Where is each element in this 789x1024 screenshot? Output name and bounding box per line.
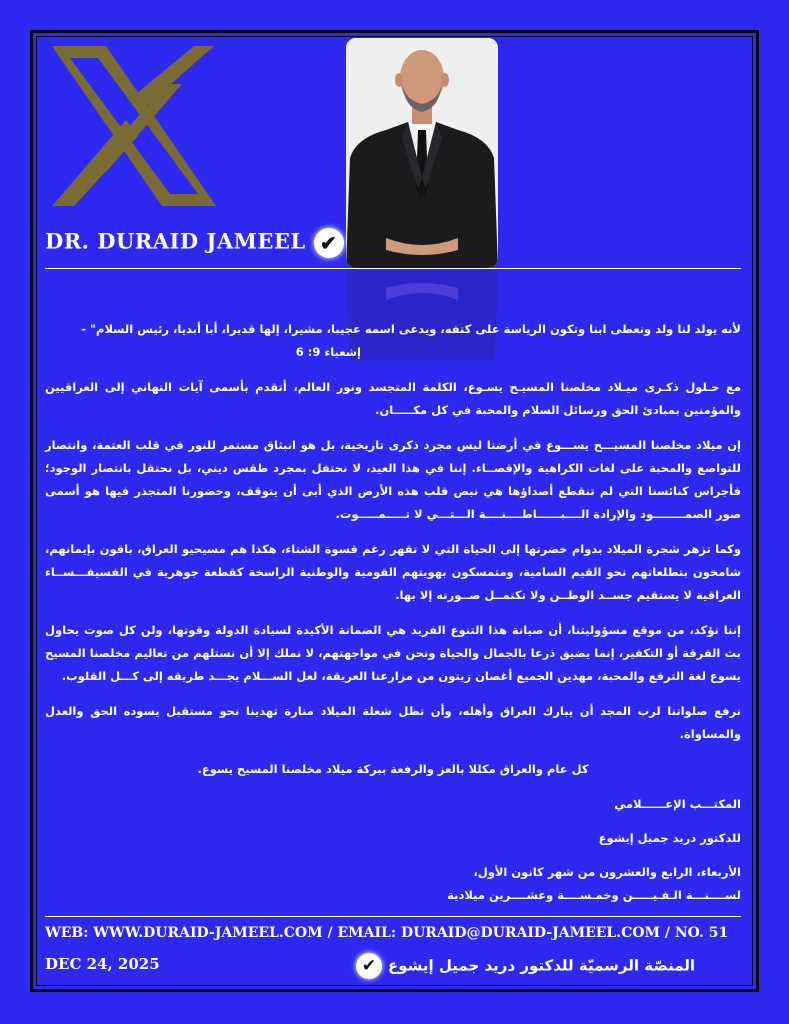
- footer-divider: [45, 916, 741, 917]
- signature-office: المكتـــب الإعــــــلامي: [614, 797, 741, 811]
- portrait-photo: [346, 38, 498, 268]
- quote-text: لأنه يولد لنا ولد ونعطى ابنا وتكون الرياسة على كتفه، ويدعى اسمه عجيبا، مشيرا، إلها قديرا، أبا أبديا، رئيس السلام" -: [81, 322, 741, 336]
- paragraph-3: وكما تزهر شجرة الميلاد بدوام خضرتها إلى الحياة التي لا تقهر رغم قسوة الشتاء، هكذا هم مسيحيو العراق، باقون بإيمانهم، شامخون بتطلعاتهم نحو القيم السامية، ومتمسكون بهويتهم القومية والوطنية الراسخة كقطعة جوهرية في الفسيفـــســاء العراقية لا يستقيم جســد الوطــن ولا تكتمــل صــورته إلا بها.: [45, 542, 741, 602]
- signature-doctor: للدكتور دريد جميل إيشوع: [598, 831, 741, 845]
- x-logo-icon: [48, 44, 220, 208]
- paragraph-6: كل عام والعراق مكللا بالعز والرفعة ببركة ميلاد مخلصنا المسيح يسوع.: [197, 762, 589, 776]
- paragraph-2: إن ميلاد مخلصنا المسيـــح يســـوع في أرضنا ليس مجرد ذكرى تاريخية، بل هو انبثاق مستمر للنور في قلب العتمة، وانتصار للتواضع والمحبة على لغات الكراهية والإقصــاء. إننا في هذا العيد، لا نحتفل بمجرد طقس ديني، بل نحتفل بانتصار الوجود؛ فأجراس كنائسنا التي لم تنقطع أصداؤها هي نبض قلب هذه الأرض الذي أبى أن يتوقف، وحضورنا المتجذر فيها هو أسمى صور الصمــــــــود والإرادة الــــبــــــاطــــنــــة الـــتـــي لا تـــــمـــــوت.: [45, 438, 741, 521]
- quote-reference: إشعياء 9: 6: [295, 345, 361, 359]
- footer-platform-text: المنصّة الرسميّة للدكتور دريد جميل إيشوع: [388, 956, 696, 975]
- header-name: [45, 228, 344, 258]
- footer-platform: [356, 953, 695, 979]
- verified-check-icon: ✔: [356, 953, 382, 979]
- paragraph-4: إننا نؤكد، من موقع مسؤوليتنا، أن صيانة هذا التنوع الفريد هي الضمانة الأكيدة لسيادة الدولة وقوتها، ولن كل صوت يحاول بث الفرقة أو التكفير، إنما يضيق ذرعا بالجمال والحياة ونحن في مواجهتهم، لا نملك إلا أن نستلهم من تعاليم مخلصنا المسيح يسوع لغة الترفع والمحبة، مهدين الجميع أغصان زيتون من مزارعنا العريقة، لعل الســـلام يجـــد طريقه إلى كـــل القلوب.: [45, 623, 741, 683]
- footer-contact: WEB: WWW.DURAID-JAMEEL.COM / EMAIL: DURAID@DURAID-JAMEEL.COM / NO. 51: [45, 925, 729, 941]
- header-divider: [45, 268, 741, 269]
- signature-block: [45, 793, 741, 907]
- paragraph-5: نرفع صلواتنا لرب المجد أن يبارك العراق وأهله، وأن تظل شعلة الميلاد منارة تهدينا نحو مستقبل يسوده الحق والعدل والمساواة.: [45, 704, 741, 741]
- letter-body: [45, 318, 741, 907]
- signature-date-line1: الأربعاء، الرابع والعشرون من شهر كانون الأول،: [473, 865, 741, 879]
- footer-date: DEC 24, 2025: [45, 955, 160, 973]
- quote-paragraph: [45, 318, 741, 364]
- signature-date-line2: لســــنـــة الـفـيـــــن وخمـســــة وعشــــرين ميلادية: [447, 888, 741, 902]
- paragraph-1: مع حـلول ذكـرى ميـلاد مخلصنا المسيـح يسـوع، الكلمة المتجسد ونور العالم، أتقدم بأسمى آيات التهاني إلى العراقيين والمؤمنين بمبادئ الحق ورسائل السلام والمحبة في كل مكـــــان.: [45, 380, 741, 417]
- verified-check-icon: ✔: [314, 228, 344, 258]
- header-name-text: DR. DURAID JAMEEL: [45, 228, 306, 254]
